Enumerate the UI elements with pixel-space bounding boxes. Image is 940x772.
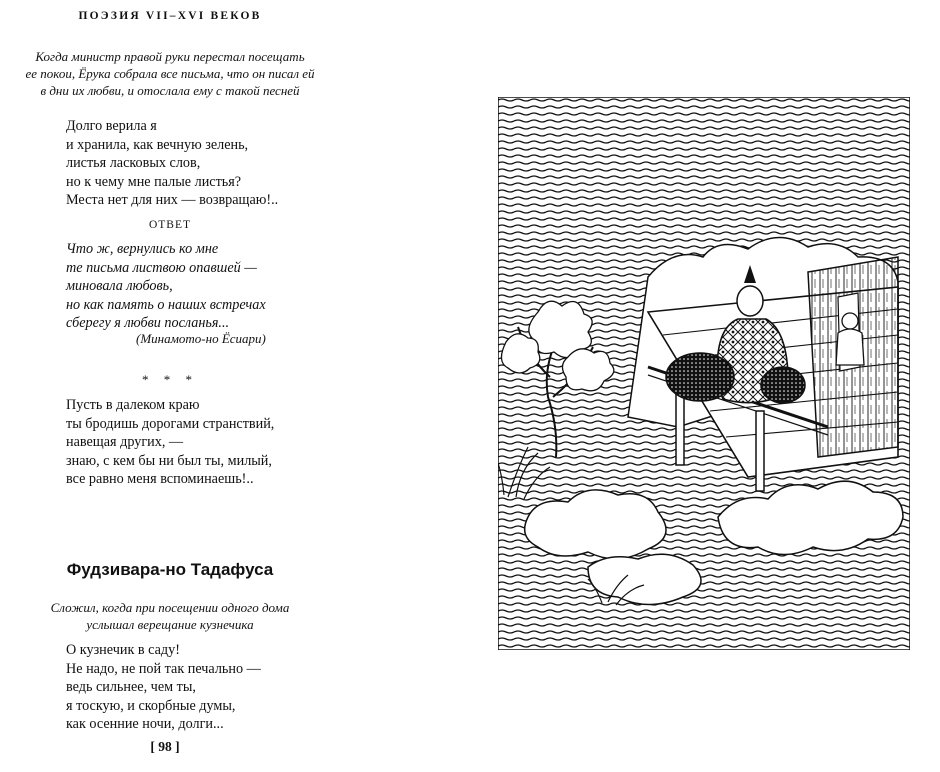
poem-2	[66, 240, 266, 333]
verse-line: и хранила, как вечную зелень,	[66, 136, 249, 153]
poem-4-caption	[0, 599, 340, 633]
verse-line: ведь сильнее, чем ты,	[66, 679, 196, 696]
verse-line: Долго верила я	[66, 118, 157, 134]
verse-line: как осенние ночи, долги...	[66, 716, 224, 733]
verse-line: листья ласковых слов,	[66, 155, 201, 172]
verse-line: Не надо, не пой так печально —	[66, 660, 261, 677]
verse-line: все равно меня вспоминаешь!..	[66, 471, 254, 488]
verse-line: знаю, с кем бы ни был ты, милый,	[66, 452, 272, 469]
verse-line: Что ж, вернулись ко мне	[66, 241, 219, 257]
section-separator: * * *	[142, 372, 198, 387]
intro-caption	[0, 48, 340, 99]
caption-line: Сложил, когда при посещении одного дома	[50, 600, 290, 615]
verse-line: я тоскую, и скорбные думы,	[66, 697, 236, 714]
verse-line: сберегу я любви посланья...	[66, 315, 230, 332]
poem-1	[66, 117, 278, 210]
caption-line: ее покои, Ёрука собрала все письма, что он писал ей	[25, 66, 315, 81]
caption-line: в дни их любви, и отослала ему с такой песней	[40, 83, 300, 98]
verse-line: но к чему мне палые листья?	[66, 173, 242, 190]
verse-line: Пусть в далеком краю	[66, 397, 200, 413]
verse-line: те письма листвою опавшей —	[66, 259, 257, 276]
caption-line: Когда министр правой руки перестал посещать	[35, 49, 305, 64]
running-head: ПОЭЗИЯ VII–XVI ВЕКОВ	[78, 10, 262, 22]
poem-3	[66, 396, 274, 489]
answer-label: ОТВЕТ	[148, 219, 192, 231]
poem-4	[66, 641, 261, 734]
poem-2-author: (Минамото-но Ёсиари)	[136, 331, 266, 346]
verse-line: ты бродишь дорогами странствий,	[66, 415, 275, 432]
verse-line: миновала любовь,	[66, 278, 173, 295]
woodblock-print-illustration	[498, 97, 910, 650]
caption-line: услышал верещание кузнечика	[86, 617, 254, 632]
author-heading: Фудзивара-но Тадафуса	[66, 560, 274, 579]
page-number: [ 98 ]	[150, 739, 180, 754]
verse-line: но как память о наших встречах	[66, 296, 266, 313]
verse-line: О кузнечик в саду!	[66, 642, 180, 658]
verse-line: навещая других, —	[66, 434, 184, 451]
verse-line: Места нет для них — возвращаю!..	[66, 192, 279, 209]
